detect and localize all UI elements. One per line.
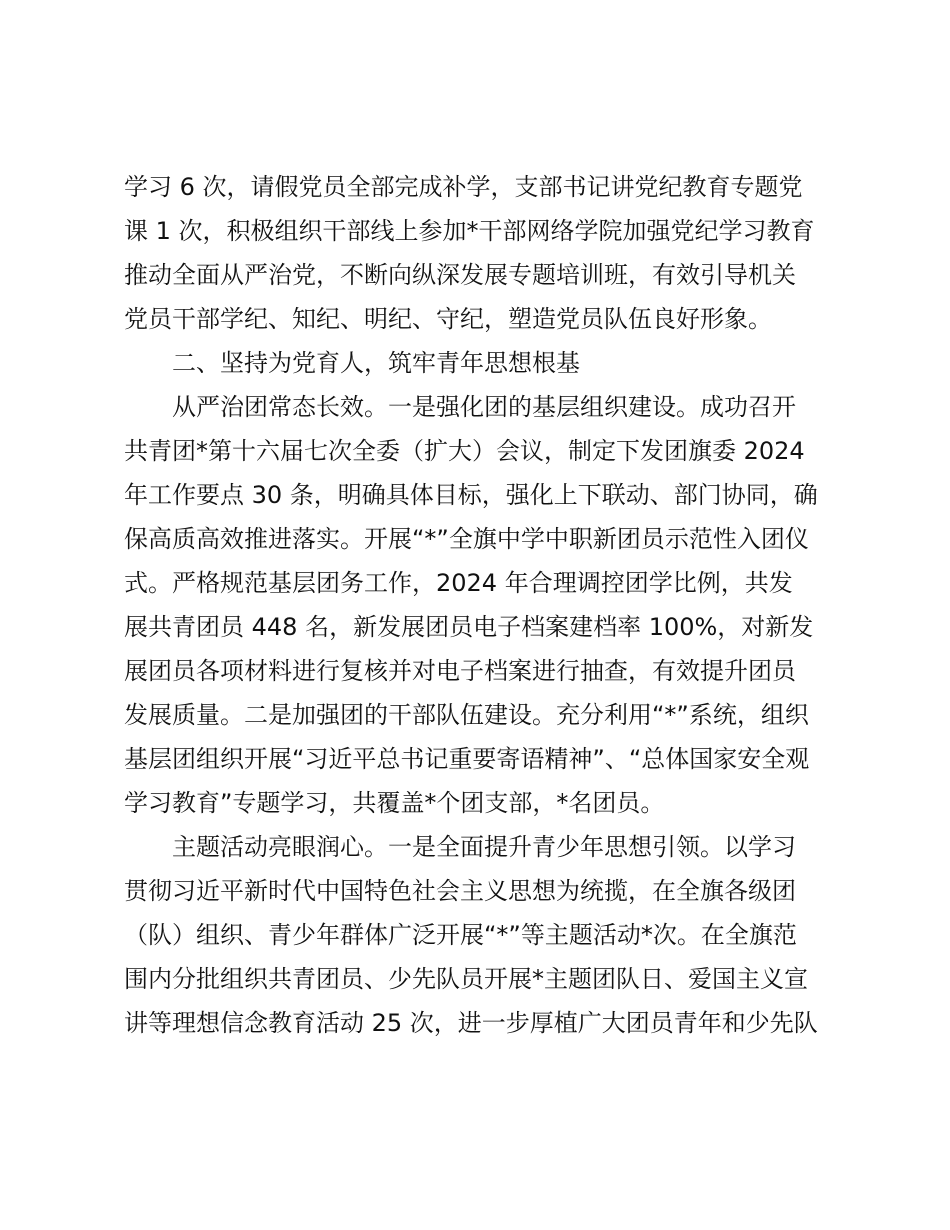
text-line: （队）组织、青少年群体广泛开展“*”等主题活动*次。在全旗范 — [124, 921, 797, 949]
text-line: 展共青团员 448 名，新发展团员电子档案建档率 100%，对新发 — [124, 613, 814, 641]
text-line: 年工作要点 30 条，明确具体目标，强化上下联动、部门协同，确 — [124, 481, 818, 509]
text-line: 式。严格规范基层团务工作，2024 年合理调控团学比例，共发 — [124, 569, 793, 597]
text-line: 发展质量。二是加强团的干部队伍建设。充分利用“*”系统，组织 — [124, 701, 809, 729]
text-line: 展团员各项材料进行复核并对电子档案进行抽查，有效提升团员 — [124, 657, 796, 685]
text-line: 课 1 次，积极组织干部线上参加*干部网络学院加强党纪学习教育 — [124, 217, 815, 245]
text-line: 讲等理想信念教育活动 25 次，进一步厚植广大团员青年和少先队 — [124, 1009, 818, 1037]
text-line: 学习 6 次，请假党员全部完成补学，支部书记讲党纪教育专题党 — [124, 173, 803, 201]
paragraph-start: 从严治团常态长效。一是强化团的基层组织建设。成功召开 — [172, 393, 796, 421]
text-line: 共青团*第十六届七次全委（扩大）会议，制定下发团旗委 2024 — [124, 437, 805, 465]
text-line: 围内分批组织共青团员、少先队员开展*主题团队日、爱国主义宣 — [124, 965, 808, 993]
text-line: 基层团组织开展“习近平总书记重要寄语精神”、“总体国家安全观 — [124, 745, 810, 773]
text-line: 学习教育”专题学习，共覆盖*个团支部，*名团员。 — [124, 789, 665, 817]
text-line: 保高质高效推进落实。开展“*”全旗中学中职新团员示范性入团仪 — [124, 525, 809, 553]
text-line: 贯彻习近平新时代中国特色社会主义思想为统揽，在全旗各级团 — [124, 877, 796, 905]
section-heading: 二、坚持为党育人，筑牢青年思想根基 — [172, 349, 580, 377]
paragraph-start: 主题活动亮眼润心。一是全面提升青少年思想引领。以学习 — [172, 833, 796, 861]
text-line: 党员干部学纪、知纪、明纪、守纪，塑造党员队伍良好形象。 — [124, 305, 772, 333]
text-line: 推动全面从严治党，不断向纵深发展专题培训班，有效引导机关 — [124, 261, 796, 289]
